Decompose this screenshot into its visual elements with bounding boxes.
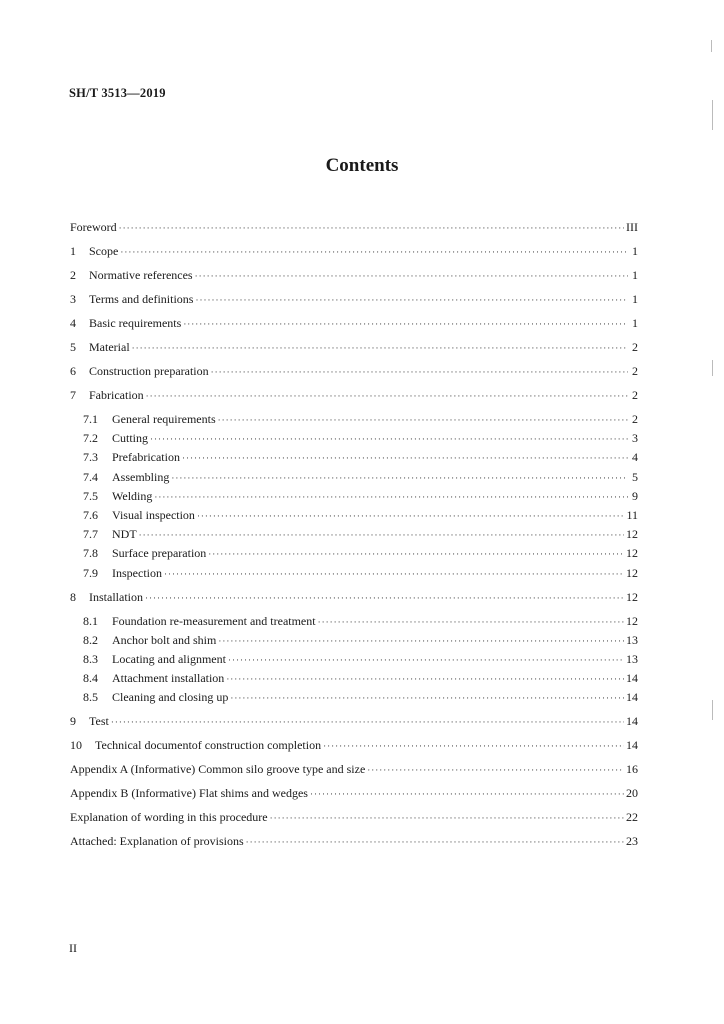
toc-entry-number: 7.1: [83, 412, 98, 426]
toc-entry[interactable]: [70, 291, 638, 308]
toc-entry-page: III: [626, 220, 638, 234]
toc-entry-page: 1: [632, 292, 638, 306]
scan-mark: [712, 360, 713, 376]
toc-entry-label: Terms and definitions: [89, 292, 194, 306]
toc-entry-number: 9: [70, 714, 76, 728]
toc-entry-number: 7: [70, 388, 76, 402]
toc-entry-page: 12: [626, 614, 638, 628]
toc-entry-label: Cutting: [112, 431, 149, 445]
toc-entry-page: 12: [626, 566, 638, 580]
toc-entry-label: Fabrication: [89, 388, 144, 402]
toc-entry-number: 7.9: [83, 566, 98, 580]
toc-leader-dots: [195, 268, 628, 284]
page-title: Contents: [325, 155, 399, 176]
toc-entry[interactable]: [83, 545, 638, 562]
toc-entry-page: 13: [626, 652, 638, 666]
toc-leader-dots: [246, 834, 624, 850]
toc-entry-label: Cleaning and closing up: [112, 690, 229, 704]
toc-entry[interactable]: [70, 363, 638, 380]
toc-leader-dots: [195, 292, 628, 308]
toc-entry[interactable]: [70, 833, 638, 850]
toc-entry-number: 7.3: [83, 450, 98, 464]
toc-entry-number: 1: [70, 244, 76, 258]
toc-entry-label: Anchor bolt and shim: [112, 633, 217, 647]
toc-entry-number: 8.1: [83, 614, 98, 628]
toc-entry[interactable]: [70, 243, 638, 260]
toc-entry-page: 23: [626, 834, 638, 848]
toc-leader-dots: [228, 652, 624, 668]
toc-entry-page: 1: [632, 268, 638, 282]
toc-entry[interactable]: [70, 713, 638, 730]
toc-leader-dots: [226, 671, 624, 687]
toc-leader-dots: [183, 316, 628, 332]
toc-leader-dots: [230, 690, 624, 706]
toc-leader-dots: [154, 489, 628, 505]
toc-entry-number: 7.5: [83, 489, 98, 503]
toc-entry[interactable]: [83, 689, 638, 706]
toc-entry-label: Technical documentof construction completion: [95, 738, 322, 752]
toc-entry-page: 4: [632, 450, 638, 464]
toc-entry-label: Basic requirements: [89, 316, 182, 330]
toc-entry[interactable]: [70, 737, 638, 754]
toc-entry-number: 7.6: [83, 508, 98, 522]
toc-entry-label: Foreword: [70, 220, 117, 234]
toc-entry-page: 16: [626, 762, 638, 776]
toc-entry-page: 2: [632, 388, 638, 402]
toc-entry[interactable]: [83, 430, 638, 447]
scan-mark: [712, 100, 713, 130]
toc-entry-label: Appendix B (Informative) Flat shims and wedges: [70, 786, 308, 800]
toc-entry-page: 13: [626, 633, 638, 647]
toc-leader-dots: [211, 364, 628, 380]
toc-entry-page: 14: [626, 690, 638, 704]
toc-leader-dots: [182, 450, 628, 466]
toc-leader-dots: [197, 508, 625, 524]
toc-leader-dots: [119, 220, 624, 236]
toc-entry[interactable]: [83, 449, 638, 466]
toc-entry-label: Visual inspection: [112, 508, 195, 522]
toc-entry-number: 6: [70, 364, 76, 378]
toc-entry[interactable]: [70, 219, 638, 236]
toc-entry[interactable]: [83, 488, 638, 505]
toc-entry-label: Construction preparation: [89, 364, 209, 378]
toc-entry[interactable]: [70, 785, 638, 802]
toc-leader-dots: [318, 614, 624, 630]
toc-leader-dots: [367, 762, 624, 778]
toc-entry-page: 5: [632, 470, 638, 484]
toc-entry-page: 20: [626, 786, 638, 800]
toc-entry-page: 2: [632, 340, 638, 354]
scan-mark: [711, 40, 712, 52]
toc-leader-dots: [323, 738, 624, 754]
toc-entry-label: Welding: [112, 489, 153, 503]
toc-entry-number: 8.2: [83, 633, 98, 647]
toc-entry-label: NDT: [112, 527, 137, 541]
toc-entry[interactable]: [70, 761, 638, 778]
toc-entry-number: 8: [70, 590, 76, 604]
toc-entry-label: Scope: [89, 244, 119, 258]
toc-entry-label: Inspection: [112, 566, 162, 580]
toc-leader-dots: [164, 566, 624, 582]
toc-entry-number: 8.4: [83, 671, 98, 685]
toc-entry[interactable]: [70, 387, 638, 404]
toc-entry[interactable]: [83, 507, 638, 524]
toc-entry-label: Attachment installation: [112, 671, 225, 685]
toc-entry[interactable]: [83, 613, 638, 630]
toc-entry-number: 7.8: [83, 546, 98, 560]
toc-entry[interactable]: [83, 651, 638, 668]
toc-entry-number: 7.7: [83, 527, 98, 541]
toc-entry-label: Surface preparation: [112, 546, 207, 560]
toc-entry-number: 7.2: [83, 431, 98, 445]
toc-entry[interactable]: [70, 315, 638, 332]
toc-entry-page: 2: [632, 364, 638, 378]
toc-leader-dots: [132, 340, 628, 356]
toc-entry-label: Installation: [89, 590, 143, 604]
toc-entry-number: 3: [70, 292, 76, 306]
toc-entry[interactable]: [83, 469, 638, 486]
toc-entry-number: 5: [70, 340, 76, 354]
toc-entry[interactable]: [70, 589, 638, 606]
toc-entry-number: 8.5: [83, 690, 98, 704]
toc-entry[interactable]: [83, 632, 638, 649]
toc-leader-dots: [111, 714, 624, 730]
toc-entry-label: Explanation of wording in this procedure: [70, 810, 268, 824]
scan-mark: [712, 700, 713, 720]
toc-entry-number: 4: [70, 316, 76, 330]
toc-entry[interactable]: [70, 267, 638, 284]
toc-entry-label: Locating and alignment: [112, 652, 226, 666]
toc-entry-page: 1: [632, 244, 638, 258]
toc-entry-number: 2: [70, 268, 76, 282]
toc-entry[interactable]: [83, 526, 638, 543]
toc-leader-dots: [145, 590, 624, 606]
toc-entry[interactable]: [83, 670, 638, 687]
toc-entry-page: 12: [626, 546, 638, 560]
toc-leader-dots: [150, 431, 628, 447]
toc-entry-label: Foundation re-measurement and treatment: [112, 614, 316, 628]
toc-entry-label: Attached: Explanation of provisions: [70, 834, 244, 848]
toc-entry[interactable]: [83, 565, 638, 582]
toc-entry[interactable]: [70, 809, 638, 826]
toc-entry-number: 7.4: [83, 470, 98, 484]
toc-leader-dots: [120, 244, 628, 260]
toc-entry[interactable]: [83, 411, 638, 428]
toc-entry-label: Material: [89, 340, 130, 354]
document-code: SH/T 3513—2019: [69, 86, 166, 100]
toc-entry-page: 14: [626, 714, 638, 728]
toc-leader-dots: [171, 470, 628, 486]
toc-leader-dots: [218, 412, 628, 428]
toc-entry-number: 8.3: [83, 652, 98, 666]
toc-leader-dots: [218, 633, 624, 649]
toc-leader-dots: [208, 546, 624, 562]
toc-entry-label: Normative references: [89, 268, 193, 282]
toc-entry-page: 14: [626, 671, 638, 685]
toc-entry-page: 11: [626, 508, 638, 522]
toc-entry-page: 14: [626, 738, 638, 752]
toc-entry-page: 12: [626, 590, 638, 604]
toc-entry-label: Assembling: [112, 470, 170, 484]
toc-entry-label: Appendix A (Informative) Common silo groove type and size: [70, 762, 366, 776]
toc-entry[interactable]: [70, 339, 638, 356]
toc-entry-page: 3: [632, 431, 638, 445]
toc-leader-dots: [270, 810, 624, 826]
toc-entry-label: General requirements: [112, 412, 216, 426]
toc-leader-dots: [146, 388, 628, 404]
toc-entry-page: 1: [632, 316, 638, 330]
toc-entry-label: Prefabrication: [112, 450, 180, 464]
toc-leader-dots: [139, 527, 624, 543]
toc-entry-label: Test: [89, 714, 109, 728]
toc-leader-dots: [310, 786, 624, 802]
toc-entry-page: 22: [626, 810, 638, 824]
page-number: II: [69, 941, 77, 955]
toc-entry-page: 2: [632, 412, 638, 426]
toc-entry-page: 9: [632, 489, 638, 503]
toc-entry-page: 12: [626, 527, 638, 541]
toc-entry-number: 10: [70, 738, 82, 752]
